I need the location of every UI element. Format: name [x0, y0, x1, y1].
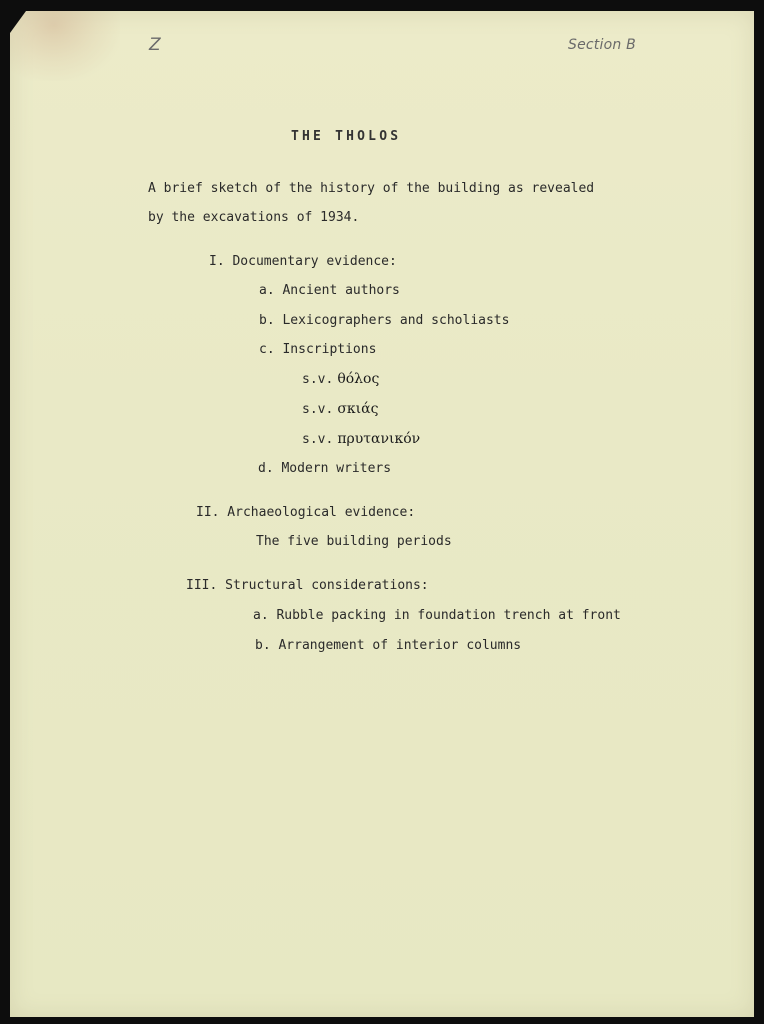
outline-item-1d: d. Modern writers	[258, 461, 392, 476]
sv-entry-3	[302, 431, 420, 448]
sv-prefix: s.v.	[302, 372, 334, 387]
greek-word-tholos: θόλος	[337, 371, 380, 387]
greek-word-skias: σκιάς	[337, 401, 379, 417]
handwritten-page-mark: Z	[149, 35, 161, 55]
sv-prefix: s.v.	[302, 432, 334, 447]
page-title: THE THOLOS	[291, 129, 402, 144]
outline-item-3a: a. Rubble packing in foundation trench at front	[253, 608, 621, 623]
sv-entry-2	[302, 401, 378, 418]
torn-corner	[10, 11, 26, 33]
paper-sheet	[10, 11, 754, 1017]
outline-item-1c: c. Inscriptions	[259, 342, 377, 357]
intro-line-1: A brief sketch of the history of the building as revealed	[148, 181, 595, 196]
handwritten-section-label: Section B	[568, 37, 636, 53]
outline-heading-2: II. Archaeological evidence:	[196, 505, 416, 520]
corner-stain	[10, 11, 120, 81]
outline-item-1a: a. Ancient authors	[259, 283, 400, 298]
sv-prefix: s.v.	[302, 402, 334, 417]
outline-item-2: The five building periods	[256, 534, 452, 549]
outline-heading-3: III. Structural considerations:	[186, 578, 429, 593]
outline-item-3b: b. Arrangement of interior columns	[255, 638, 522, 653]
intro-line-2: by the excavations of 1934.	[148, 210, 360, 225]
outline-heading-1: I. Documentary evidence:	[209, 254, 397, 269]
greek-word-prytanikon: πρυτανικόν	[337, 431, 421, 447]
outline-item-1b: b. Lexicographers and scholiasts	[259, 313, 510, 328]
sv-entry-1	[302, 371, 379, 388]
